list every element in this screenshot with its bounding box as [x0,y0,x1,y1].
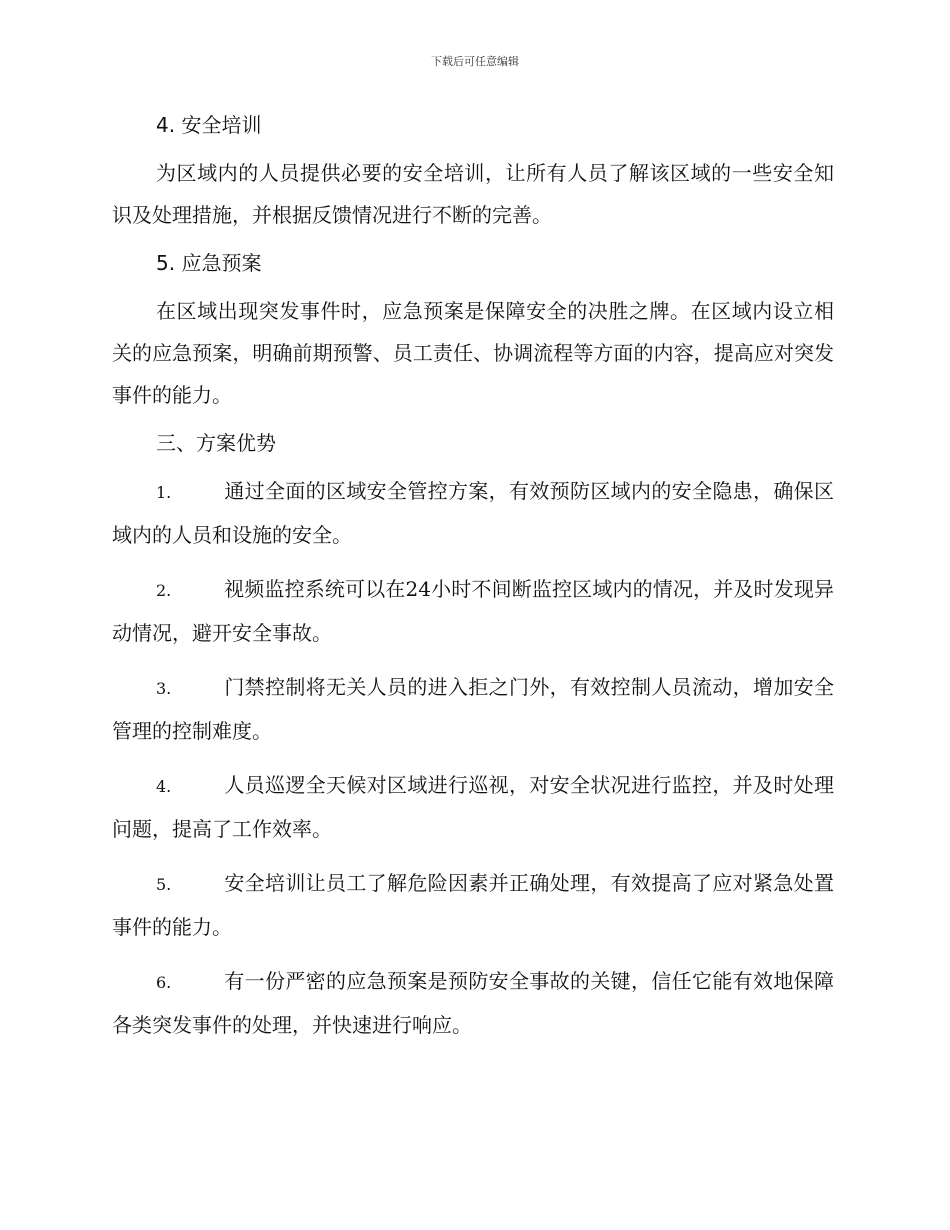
list-item-text: 人员巡逻全天候对区域进行巡视，对安全状况进行监控，并及时处理问题，提高了工作效率。 [112,773,834,841]
list-item-number: 2. [156,581,172,600]
list-item-text: 安全培训让员工了解危险因素并正确处理，有效提高了应对紧急处置事件的能力。 [112,871,834,939]
section-heading-emergency-plan: 5. 应急预案 [156,251,262,275]
page-header: 下载后可任意编辑 [431,55,519,68]
section-heading-advantages: 三、方案优势 [156,431,276,455]
list-item [112,666,834,752]
list-item [112,764,834,850]
section-paragraph-safety-training: 为区域内的人员提供必要的安全培训，让所有人员了解该区域的一些安全知识及处理措施，并根据反馈情况进行不断的完善。 [112,161,834,227]
list-item-number: 1. [156,483,172,502]
list-item [112,960,834,1046]
section-paragraph-emergency-plan: 在区域出现突发事件时，应急预案是保障安全的决胜之牌。在区域内设立相关的应急预案，明确前期预警、员工责任、协调流程等方面的内容，提高应对突发事件的能力。 [112,299,834,407]
list-item-text: 有一份严密的应急预案是预防安全事故的关键，信任它能有效地保障各类突发事件的处理，并快速进行响应。 [112,969,834,1037]
list-item [112,470,834,556]
list-item-text: 门禁控制将无关人员的进入拒之门外，有效控制人员流动，增加安全管理的控制难度。 [112,675,834,743]
list-item-text: 通过全面的区域安全管控方案，有效预防区域内的安全隐患，确保区域内的人员和设施的安全。 [112,479,834,547]
document-body [112,108,834,1058]
list-item-number: 5. [156,875,172,894]
section-heading-safety-training: 4. 安全培训 [156,113,262,137]
list-item-text: 视频监控系统可以在24小时不间断监控区域内的情况，并及时发现异动情况，避开安全事故。 [112,577,834,645]
list-item-number: 3. [156,679,172,698]
list-item [112,862,834,948]
list-item [112,568,834,654]
list-item-number: 6. [156,973,172,992]
list-item-number: 4. [156,777,172,796]
